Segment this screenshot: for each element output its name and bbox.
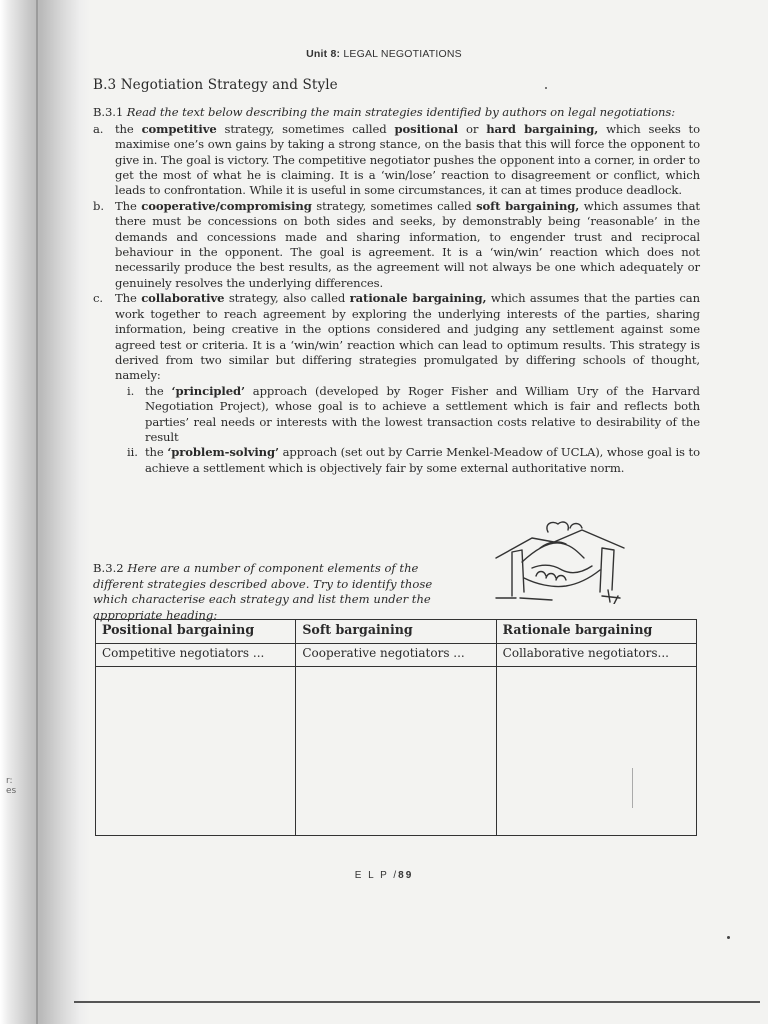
item-marker: b.: [93, 198, 104, 213]
header-rationale: Rationale bargaining: [496, 620, 696, 644]
text-run: The: [115, 198, 142, 213]
approach-text: [145, 384, 700, 446]
answer-cell-positional[interactable]: [96, 667, 296, 836]
strategy-item-c: [93, 291, 700, 383]
text-run: the: [145, 445, 168, 460]
answer-cell-soft[interactable]: [296, 667, 496, 836]
part2-number: B.3.2: [93, 561, 124, 575]
strategy-item-b: [93, 199, 700, 291]
strategy-text: [115, 199, 700, 291]
margin-marks: [6, 776, 16, 796]
answer-cell-rationale[interactable]: [496, 667, 696, 836]
keyword: ‘problem-solving’: [167, 445, 279, 460]
handshake-icon: [492, 518, 632, 604]
subitem-marker: i.: [127, 383, 135, 398]
keyword: ‘principled’: [171, 383, 245, 398]
text-run: approach (set out by Carrie Menkel-Meadow of UCLA), whose goal is to achieve a settlement which is objectively fair by some external authoritative norm.: [145, 445, 700, 475]
section-number: B.3: [93, 77, 117, 93]
footer-label: E L P /: [354, 870, 399, 881]
keyword: positional: [394, 121, 459, 136]
text-run: the: [115, 121, 142, 136]
table-starter-row: [96, 644, 697, 667]
part2-instruction-text: Here are a number of component elements of the different strategies described above. Try to identify those which characterise each strategy and list them under the appropriate heading:: [93, 561, 433, 622]
part1-instruction: [93, 105, 700, 120]
section-heading: [93, 78, 700, 93]
subitem-marker: ii.: [127, 445, 138, 460]
item-marker: c.: [93, 291, 103, 306]
text-run: which seeks to maximise one’s own gains by taking a strong stance, on the basis that this will force the opponent to give in. The goal is victory. The competitive negotiator pushes the opponent into a corner, in order to get the most of what he is claiming. It is a ‘win/lose’ reaction to disagreement or conflict, which leads to confrontation. While it is useful in some circumstances, it can at times produce deadlock.: [115, 121, 701, 198]
margin-mark-2: es: [6, 786, 17, 796]
text-run: the: [145, 383, 172, 398]
header-positional: Positional bargaining: [96, 620, 296, 644]
running-head: [0, 48, 768, 60]
keyword: soft bargaining,: [476, 198, 580, 213]
approach-item-ii: [93, 445, 700, 476]
item-marker: a.: [93, 121, 104, 136]
strategy-text: [115, 291, 700, 383]
text-run: strategy, sometimes called: [311, 198, 477, 213]
text-run: which assumes that there must be concessions on both sides and seeks, by demonstrably being ‘reasonable’ in the demands and concessions made and sharing information, to engender trust and reciprocal behaviour in the opponent. The goal is agreement. It is a ‘win/win’ reaction which does not necessarily produce the best results, as the agreement will not always be one which adequately or genuinely resolves the underlying differences.: [115, 198, 700, 290]
running-head-prefix: Unit 8:: [306, 48, 341, 60]
part2-instruction: [93, 561, 468, 623]
text-run: which assumes that the parties can work together to reach agreement by exploring the underlying interests of the parties, sharing information, being creative in the options considered and judging any settlement against some agreed test or criteria. It is a ‘win/win’ reaction which can lead to optimum results. This strategy is derived from two similar but differing strategies promulgated by differing schools of thought, namely:: [115, 291, 700, 383]
header-soft: Soft bargaining: [296, 620, 496, 644]
strategy-table: [95, 619, 697, 836]
keyword: cooperative/compromising: [141, 198, 312, 213]
strategy-item-a: [93, 122, 700, 199]
keyword: hard bargaining,: [486, 121, 599, 136]
starter-rationale: Collaborative negotiators...: [496, 644, 696, 667]
page-bottom-edge: [74, 1001, 760, 1003]
table-answer-row: [96, 667, 697, 836]
keyword: rationale bargaining,: [349, 291, 487, 306]
page-footer: [0, 870, 768, 881]
table-header-row: [96, 620, 697, 644]
starter-soft: Cooperative negotiators ...: [296, 644, 496, 667]
ink-dot: [727, 936, 730, 939]
main-content: [93, 78, 700, 476]
section-title: Negotiation Strategy and Style: [120, 77, 338, 93]
text-run: The: [115, 291, 142, 306]
text-run: strategy, also called: [224, 291, 350, 306]
text-run: or: [458, 121, 487, 136]
part1-number: B.3.1: [93, 105, 124, 120]
keyword: competitive: [141, 121, 217, 136]
pencil-mark: [632, 768, 633, 808]
part1-instruction-text: Read the text below describing the main strategies identified by authors on legal negotiations:: [126, 105, 676, 120]
approach-text: [145, 445, 700, 476]
approach-item-i: [93, 384, 700, 446]
running-head-title: LEGAL NEGOTIATIONS: [343, 48, 462, 60]
starter-positional: Competitive negotiators ...: [96, 644, 296, 667]
keyword: collaborative: [141, 291, 225, 306]
margin-mark-1: r:: [6, 776, 13, 786]
text-run: approach (developed by Roger Fisher and William Ury of the Harvard Negotiation Project), whose goal is to achieve a settlement which is fair and reflects both parties’ real needs or interests with the lowest transaction costs relative to desirability of the result: [145, 383, 700, 444]
strategy-text: [115, 122, 700, 199]
page-number: 89: [398, 870, 414, 881]
text-run: strategy, sometimes called: [216, 121, 395, 136]
